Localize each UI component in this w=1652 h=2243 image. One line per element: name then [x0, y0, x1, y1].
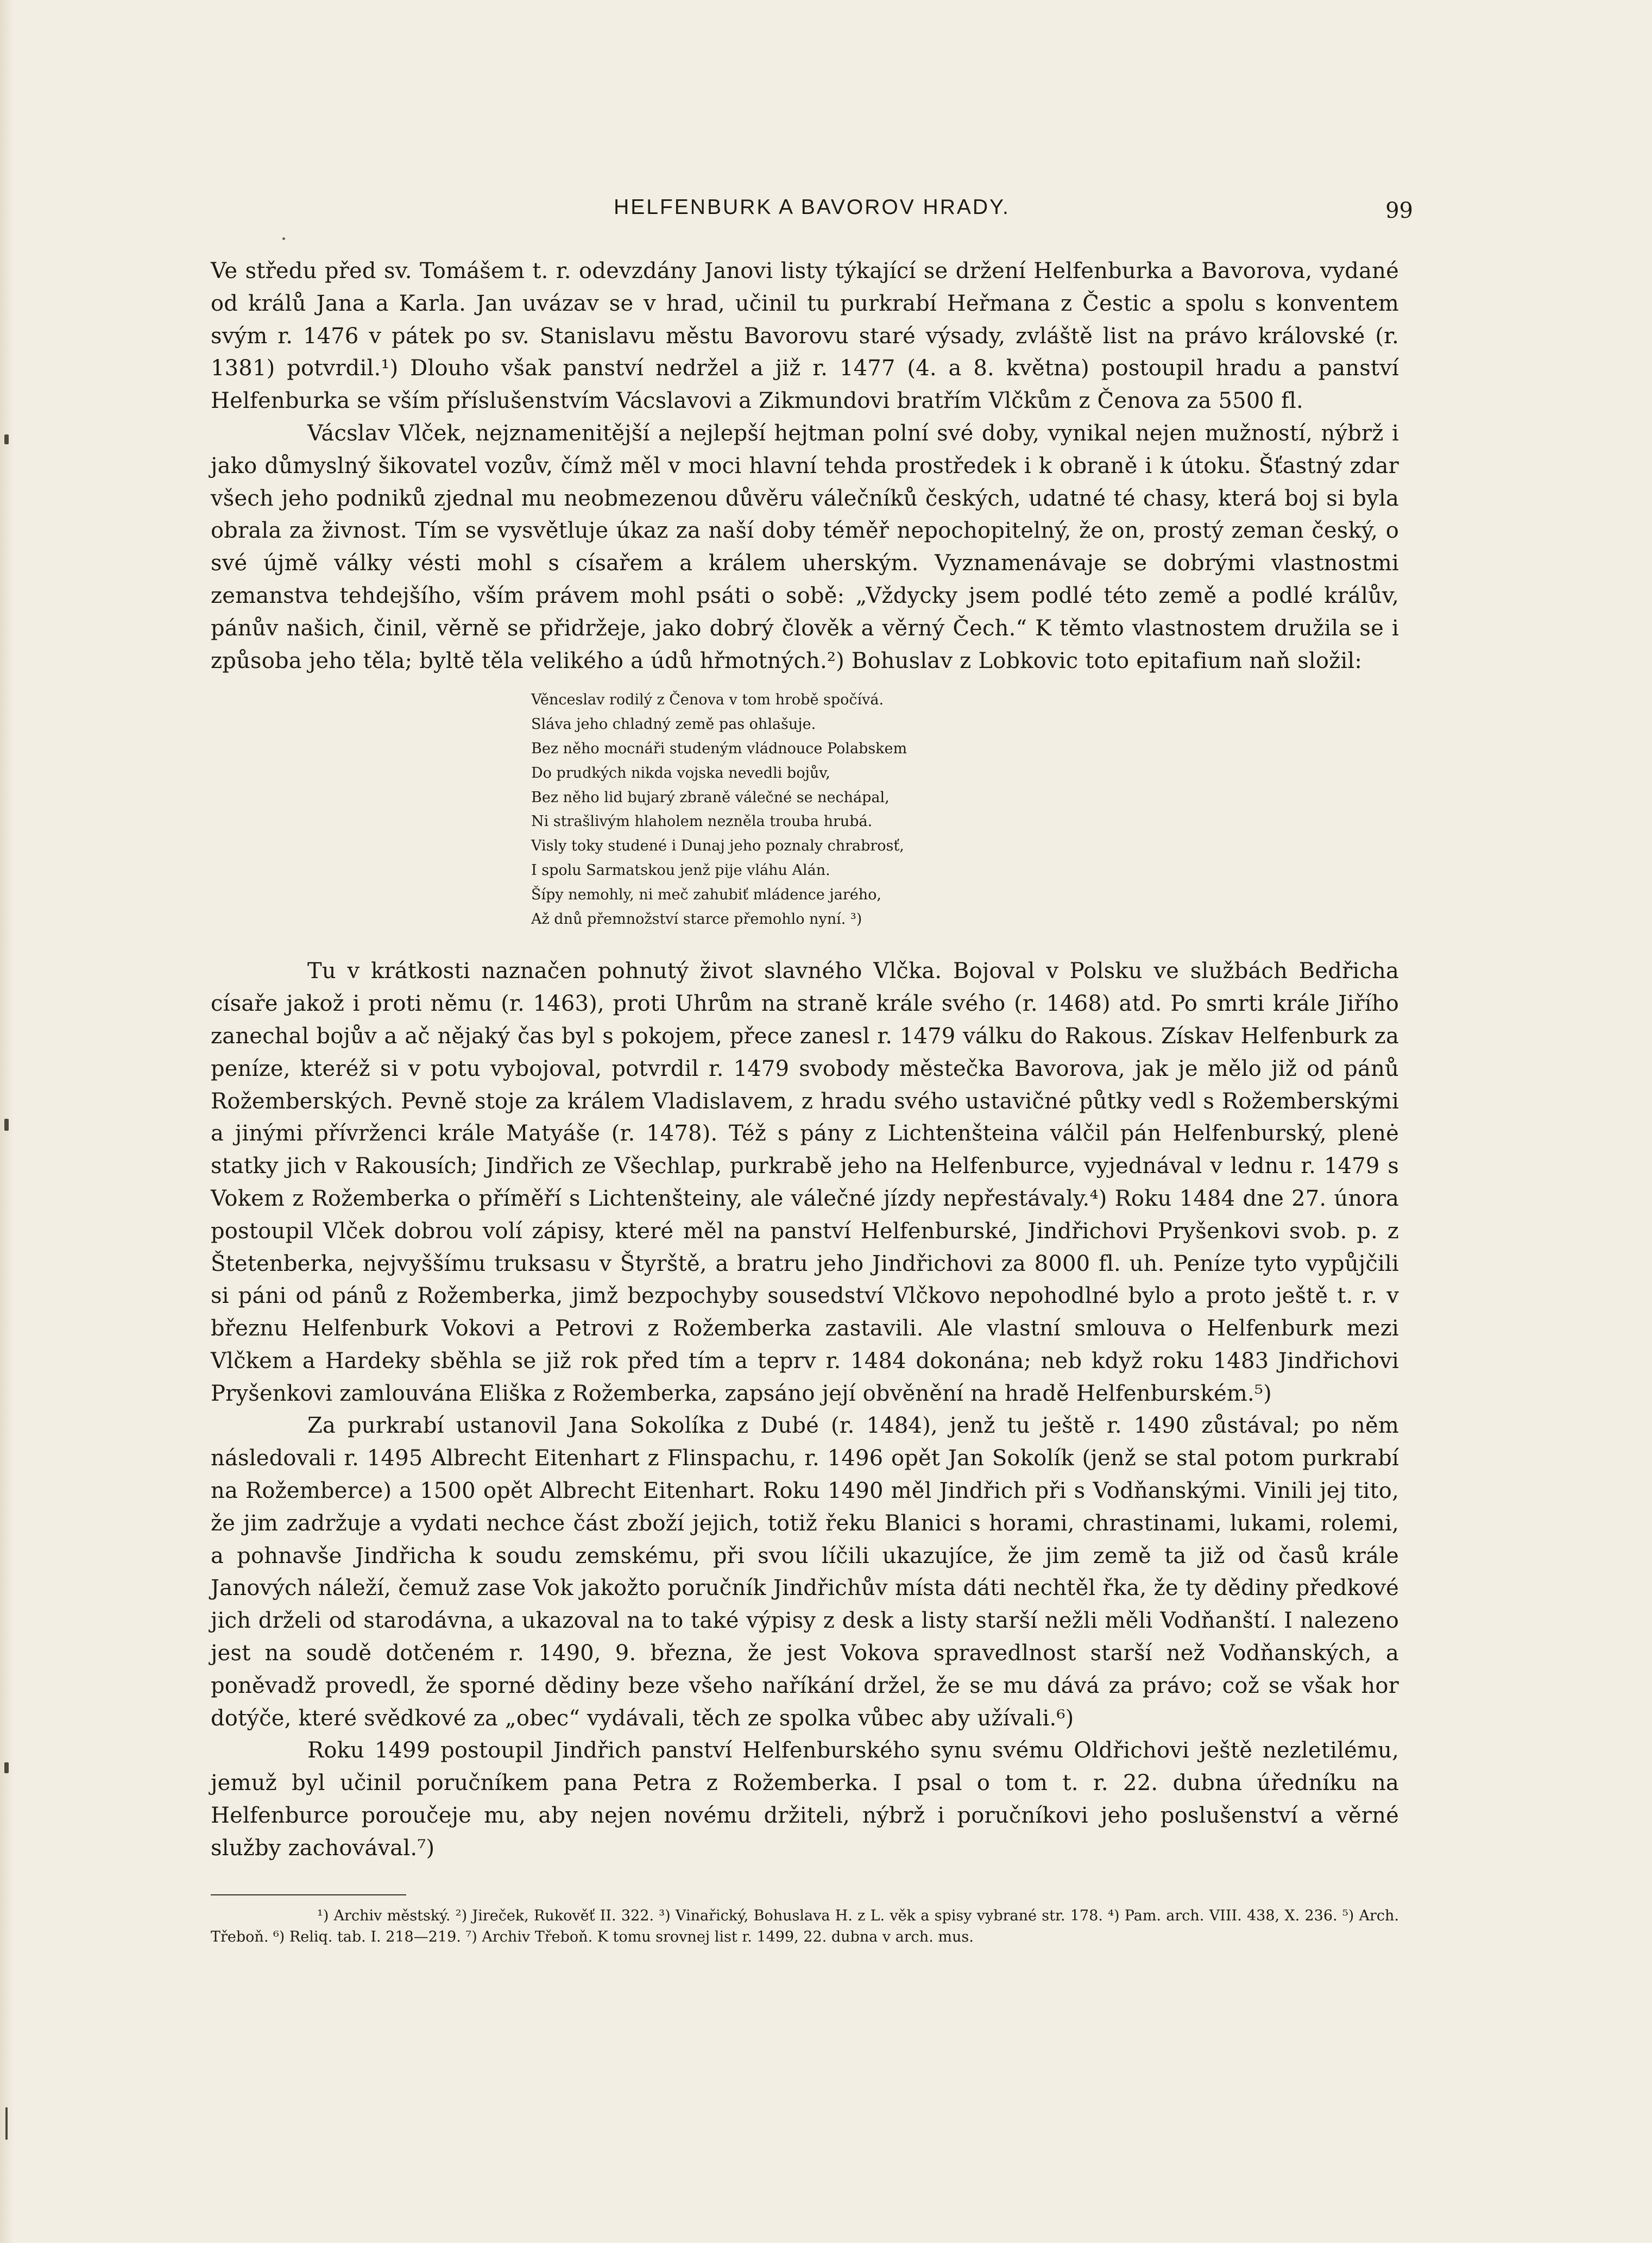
poem-line: Visly toky studené i Dunaj jeho poznaly chrabrosť, [531, 837, 904, 855]
poem-line: Bez něho lid bujarý zbraně válečné se nechápal, [531, 789, 890, 806]
paragraph: Tu v krátkosti naznačen pohnutý život slavného Vlčka. Bojoval v Polsku ve službách Bedřicha císaře jakož i proti němu (r. 1463), proti Uhrům na straně krále svého (r. 1468) atd. Po smrti krále Jiřího zanechal bojův a ač nějaký čas byl s pokojem, přece zanesl r. 1479 válku do Rakous. Získav Helfenburk za peníze, kteréž si v potu vybojoval, potvrdil r. 1479 svobody městečka Bavorova, jak je mělo již od pánů Rožemberských. Pevně stoje za králem Vladislavem, z hradu svého ustavičné půtky vedl s Rožemberskými a jinými přívrženci krále Matyáše (r. 1478). Též s pány z Lichtenšteina válčil pán Helfenburský, plenė statky jich v Rakousích; Jindřich ze Všechlap, purkrabě jeho na Helfenburce, vyjednával v lednu r. 1479 s Vokem z Rožemberka o příměří s Lichtenšteiny, ale válečné jízdy nepřestávaly.⁴) Roku 1484 dne 27. února postoupil Vlček dobrou volí zápisy, které měl na panství Helfenburské, Jindřichovi Pryšenkovi svob. p. z Štetenberka, nejvyššímu truksasu v Štyrště, a bratru jeho Jindřichovi za 8000 fl. uh. Peníze tyto vypůjčili si páni od pánů z Rožemberka, jimž bezpochyby sousedství Vlčkovo nepohodlné bylo a proto ještě t. r. v březnu Helfenburk Vokovi a Petrovi z Rožemberka zastavili. Ale vlastní smlouva o Helfenburk mezi Vlčkem a Hardeky sběhla se již rok před tím a teprv r. 1484 dokonána; neb když roku 1483 Jindřichovi Pryšenkovi zamlouvána Eliška z Rožemberka, zapsáno její obvěnění na hradě Helfenburském.⁵) [211, 959, 1399, 1406]
poem-line: Ni strašlivým hlaholem nezněla trouba hrubá. [531, 813, 873, 830]
binding-mark [5, 2107, 8, 2140]
printer-mark [282, 237, 285, 240]
running-header [211, 190, 1413, 225]
binding-mark [4, 434, 9, 444]
body-text [211, 255, 1399, 1865]
poem-line: Do prudkých nikda vojska nevedli bojův, [531, 764, 830, 782]
epitaph-poem [211, 688, 1399, 931]
poem-line: Bez něho mocnáři studeným vládnouce Polabskem [531, 740, 907, 757]
paragraph: Ve středu před sv. Tomášem t. r. odevzdány Janovi listy týkající se držení Helfenburka a Bavorova, vydané od králů Jana a Karla. Jan uvázav se v hrad, učinil tu purkrabí Heřmana z Čestic a spolu s konventem svým r. 1476 v pátek po sv. Stanislavu městu Bavorovu staré výsady, zvláště list na právo královské (r. 1381) potvrdil.¹) Dlouho však panství nedržel a již r. 1477 (4. a 8. května) postoupil hradu a panství Helfenburka se vším příslušenstvím Vácslavovi a Zikmundovi bratřím Vlčkům z Čenova za 5500 fl. [211, 259, 1399, 414]
paragraph: Roku 1499 postoupil Jindřich panství Helfenburského synu svému Oldřichovi ještě nezletilému, jemuž byl učinil poručníkem pana Petra z Rožemberka. I psal o tom t. r. 22. dubna úředníku na Helfenburce poroučeje mu, aby nejen novému držiteli, nýbrž i poručníkovi jeho poslušenství a věrné služby zachovával.⁷) [211, 1738, 1399, 1861]
paragraph: Za purkrabí ustanovil Jana Sokolíka z Dubé (r. 1484), jenž tu ještě r. 1490 zůstával; po něm následovali r. 1495 Albrecht Eitenhart z Flinspachu, r. 1496 opět Jan Sokolík (jenž se stal potom purkrabí na Rožemberce) a 1500 opět Albrecht Eitenhart. Roku 1490 měl Jindřich při s Vodňanskými. Vinili jej tito, že jim zadržuje a vydati nechce část zboží jejich, totiž řeku Blanici s horami, chrastinami, lukami, rolemi, a pohnavše Jindřicha k soudu zemskému, při svou líčili ukazujíce, že jim země ta již od časů krále Janových náleží, čemuž zase Vok jakožto poručník Jindřichův místa dáti nechtěl řka, že ty dědiny předkové jich drželi od starodávna, a ukazoval na to také výpisy z desk a listy starší nežli měli Vodňanští. I nalezeno jest na soudě dotčeném r. 1490, 9. března, že jest Vokova spravedlnost starší než Vodňanských, a poněvadž provedl, že sporné dědiny beze všeho naříkání držel, že se mu dává za právo; což se však hor dotýče, které svědkové za „obec“ vydávali, těch ze spolka vůbec aby užívali.⁶) [211, 1413, 1399, 1731]
poem-line: Věnceslav rodilý z Čenova v tom hrobě spočívá. [531, 691, 884, 709]
poem-line: I spolu Sarmatskou jenž pije vláhu Alán. [531, 861, 830, 879]
binding-mark [4, 1762, 9, 1773]
paragraph: Vácslav Vlček, nejznamenitější a nejlepší hejtman polní své doby, vynikal nejen mužností, nýbrž i jako důmyslný šikovatel vozův, čímž měl v moci hlavní tehda prostředek i k obraně i k útoku. Šťastný zdar všech jeho podniků zjednal mu neobmezenou důvěru válečníků českých, udatné té chasy, která boj si byla obrala za živnost. Tím se vysvětluje úkaz za naší doby téměř nepochopitelný, že on, prostý zeman český, o své újmě války vésti mohl s císařem a králem uherským. Vyznamenávaje se dobrými vlastnostmi zemanstva tehdejšího, vším právem mohl psáti o sobě: „Vždycky jsem podlé této země a podlé králův, pánův našich, činil, věrně se přidržeje, jako dobrý člověk a věrný Čech.“ K těmto vlastnostem družila se i způsoba jeho těla; byltě těla velikého a údů hřmotných.²) Bohuslav z Lobkovic toto epitafium naň složil: [211, 420, 1399, 673]
poem-line: Sláva jeho chladný země pas ohlašuje. [531, 716, 816, 733]
page-number: 99 [1385, 198, 1413, 223]
binding-mark [4, 1119, 9, 1131]
poem-line: Šípy nemohly, ni meč zahubiť mládence jarého, [531, 886, 881, 903]
footnote-rule [211, 1894, 406, 1895]
poem-line: Až dnů přemnožství starce přemohlo nyní. ³) [531, 910, 862, 928]
header-title: HELFENBURK A BAVOROV HRADY. [614, 196, 1010, 219]
footnotes: ¹) Archiv městský. ²) Jireček, Rukověť II. 322. ³) Vinařický, Bohuslava H. z L. věk a spisy vybrané str. 178. ⁴) Pam. arch. VIII. 438, X. 236. ⁵) Arch. Třeboň. ⁶) Reliq. tab. I. 218—219. ⁷) Archiv Třeboň. K tomu srovnej list r. 1499, 22. dubna v arch. mus. [211, 1907, 1399, 1945]
